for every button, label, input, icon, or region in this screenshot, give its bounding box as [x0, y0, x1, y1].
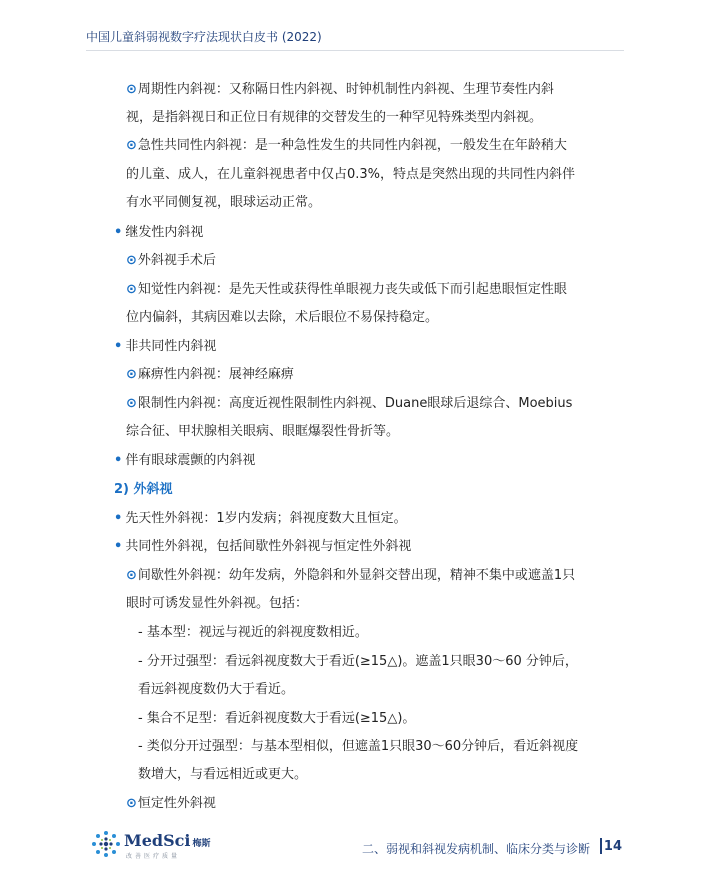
- line-text: 限制性内斜视：高度近视性限制性内斜视、Duane眼球后退综合、Moebius: [137, 396, 573, 411]
- text-line: [138, 682, 294, 698]
- line-text: - 类似分开过强型：与基本型相似，但遮盖1只眼30～60分钟后，看近斜视度: [138, 739, 579, 754]
- line-text: 先天性外斜视：1岁内发病；斜视度数大且恒定。: [125, 511, 407, 526]
- text-line: [114, 539, 411, 555]
- circle-bullet-icon: ⊙: [126, 568, 137, 583]
- text-line: [126, 396, 572, 412]
- line-text: 麻痹性内斜视：展神经麻痹: [137, 367, 294, 382]
- header-divider: [86, 50, 624, 51]
- text-line: [138, 711, 415, 727]
- line-text: 的儿童、成人，在儿童斜视患者中仅占0.3%，特点是突然出现的共同性内斜伴: [126, 167, 576, 182]
- medsci-logo: [90, 829, 230, 859]
- text-line: [126, 596, 308, 612]
- text-line: [126, 796, 216, 812]
- text-line: [126, 110, 542, 126]
- circle-bullet-icon: ⊙: [126, 796, 137, 811]
- footer-separator: [600, 838, 602, 854]
- text-line: [138, 654, 578, 670]
- line-text: 有水平同侧复视，眼球运动正常。: [126, 195, 322, 210]
- bullet-icon: •: [114, 225, 123, 240]
- line-text: 继发性内斜视: [125, 225, 204, 240]
- logo-name: MedSci: [124, 831, 191, 850]
- text-line: [138, 625, 368, 641]
- footer-chapter-title: 二、弱视和斜视发病机制、临床分类与诊断: [361, 842, 590, 856]
- bullet-icon: •: [114, 339, 123, 354]
- line-text: 知觉性内斜视：是先天性或获得性单眼视力丧失或低下而引起患眼恒定性眼: [137, 282, 567, 297]
- line-text: 伴有眼球震颤的内斜视: [125, 453, 256, 468]
- line-text: 急性共同性内斜视：是一种急性发生的共同性内斜视，一般发生在年龄稍大: [137, 138, 567, 153]
- text-line: [126, 282, 567, 298]
- text-line: [126, 253, 216, 269]
- line-text: 眼时可诱发显性外斜视。包括：: [126, 596, 309, 611]
- text-line: [126, 195, 321, 211]
- line-text: 共同性外斜视，包括间歇性外斜视与恒定性外斜视: [125, 539, 412, 554]
- text-line: [138, 739, 578, 755]
- logo-cn: 梅斯: [192, 839, 211, 849]
- bullet-icon: •: [114, 511, 123, 526]
- circle-bullet-icon: ⊙: [126, 367, 137, 382]
- logo-dots-icon: [90, 829, 122, 859]
- section-heading: [114, 482, 173, 498]
- text-line: [126, 568, 575, 584]
- page-number: 14: [603, 839, 622, 854]
- circle-bullet-icon: ⊙: [126, 138, 137, 153]
- line-text: - 分开过强型：看远斜视度数大于看近(≥15△)。遮盖1只眼30～60 分钟后，: [138, 654, 578, 669]
- line-text: 外斜视手术后: [137, 253, 216, 268]
- line-text: 综合征、甲状腺相关眼病、眼眶爆裂性骨折等。: [126, 424, 400, 439]
- line-text: 看远斜视度数仍大于看近。: [138, 682, 295, 697]
- line-text: 2) 外斜视: [114, 482, 173, 497]
- line-text: - 集合不足型：看近斜视度数大于看远(≥15△)。: [138, 711, 416, 726]
- line-text: 恒定性外斜视: [137, 796, 216, 811]
- text-line: [114, 339, 216, 355]
- circle-bullet-icon: ⊙: [126, 82, 137, 97]
- circle-bullet-icon: ⊙: [126, 253, 137, 268]
- text-line: [126, 424, 399, 440]
- text-line: [114, 225, 203, 241]
- text-line: [126, 310, 438, 326]
- line-text: 周期性内斜视：又称隔日性内斜视、时钟机制性内斜视、生理节奏性内斜: [137, 82, 554, 97]
- text-line: [126, 167, 575, 183]
- line-text: 非共同性内斜视: [125, 339, 217, 354]
- circle-bullet-icon: ⊙: [126, 282, 137, 297]
- text-line: [114, 453, 255, 469]
- circle-bullet-icon: ⊙: [126, 396, 137, 411]
- line-text: 位内偏斜，其病因难以去除，术后眼位不易保持稳定。: [126, 310, 439, 325]
- text-line: [114, 511, 407, 527]
- running-header: 中国儿童斜弱视数字疗法现状白皮书 (2022): [86, 30, 322, 44]
- text-line: [126, 138, 567, 154]
- text-line: [126, 367, 294, 383]
- text-line: [126, 82, 554, 98]
- bullet-icon: •: [114, 453, 123, 468]
- line-text: 间歇性外斜视：幼年发病，外隐斜和外显斜交替出现，精神不集中或遮盖1只: [137, 568, 576, 583]
- bullet-icon: •: [114, 539, 123, 554]
- line-text: - 基本型：视远与视近的斜视度数相近。: [138, 625, 368, 640]
- text-line: [138, 767, 307, 783]
- line-text: 数增大，与看远相近或更大。: [138, 767, 308, 782]
- line-text: 视，是指斜视日和正位日有规律的交替发生的一种罕见特殊类型内斜视。: [126, 110, 543, 125]
- logo-tagline: 改善医疗质量: [126, 853, 181, 860]
